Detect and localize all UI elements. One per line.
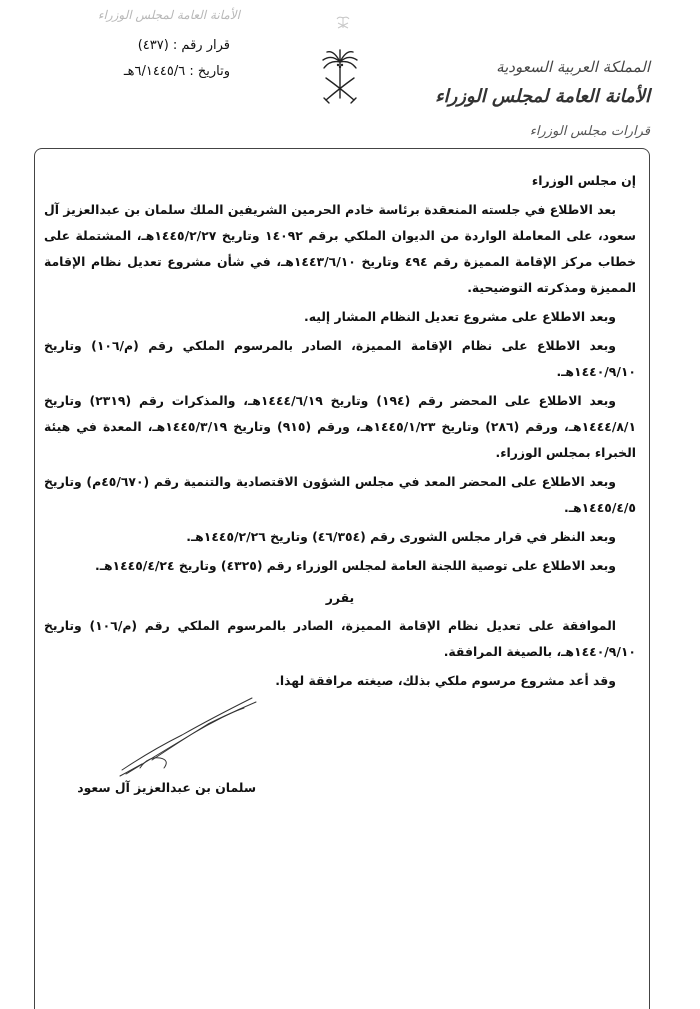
decision-number: قرار رقم : (٤٣٧) bbox=[137, 38, 230, 53]
handwritten-signature-icon bbox=[112, 690, 262, 780]
signer-name: سلمان بن عبدالعزيز آل سعود bbox=[77, 780, 256, 795]
preamble-paragraph-2: وبعد الاطلاع على مشروع تعديل النظام المشار إليه. bbox=[304, 309, 616, 324]
preamble-paragraph-5: وبعد الاطلاع على المحضر المعد في مجلس الشؤون الاقتصادية والتنمية رقم (٤٥/٦٧٠م) وتاريخ ١٤٤٥/٤/٥هـ. bbox=[44, 474, 636, 515]
preamble-paragraph-7: وبعد الاطلاع على توصية اللجنة العامة لمجلس الوزراء رقم (٤٣٢٥) وتاريخ ١٤٤٥/٤/٢٤هـ. bbox=[95, 558, 616, 573]
decision-paragraph-2: وقد أعد مشروع مرسوم ملكي بذلك، صيغته مرافقة لهذا. bbox=[275, 673, 616, 688]
decision-date: وتاريخ : ٦/١٤٤٥/٦هـ bbox=[123, 64, 230, 79]
palm-and-swords-emblem-icon bbox=[318, 48, 362, 110]
preamble-paragraph-6: وبعد النظر في قرار مجلس الشورى رقم (٤٦/٣٥٤) وتاريخ ١٤٤٥/٢/٢٦هـ. bbox=[186, 529, 616, 544]
opening-line: إن مجلس الوزراء bbox=[531, 173, 636, 188]
preamble-paragraph-1: بعد الاطلاع في جلسته المنعقدة برئاسة خادم الحرمين الشريفين الملك سلمان بن عبدالعزيز آل سعود، على المعاملة الواردة من الديوان الملكي برقم ١٤٠٩٢ وتاريخ ١٤٤٥/٢/٢٧هـ، المشتملة على خطاب مركز الإقامة المميزة رقم ٤٩٤ وتاريخ ١٤٤٣/٦/١٠هـ، في شأن مشروع تعديل نظام الإقامة المميزة ومذكرته التوضيحية. bbox=[44, 202, 636, 295]
small-emblem-icon bbox=[335, 14, 351, 30]
decision-body bbox=[44, 168, 636, 697]
preamble-paragraph-4: وبعد الاطلاع على المحضر رقم (١٩٤) وتاريخ ١٤٤٤/٦/١٩هـ، والمذكرات رقم (٢٣١٩) وتاريخ ١٤٤٤/٨/١هـ، ورقم (٢٨٦) وتاريخ ١٤٤٥/١/٢٣هـ، ورقم (٩١٥) وتاريخ ١٤٤٥/٣/١٩هـ، المعدة في هيئة الخبراء بمجلس الوزراء. bbox=[44, 393, 637, 460]
preamble-paragraph-3: وبعد الاطلاع على نظام الإقامة المميزة، الصادر بالمرسوم الملكي رقم (م/١٠٦) وتاريخ ١٤٤٠/٩/١٠هـ. bbox=[44, 338, 636, 379]
kingdom-title: المملكة العربية السعودية bbox=[496, 58, 650, 76]
faint-header-text: الأمانة العامة لمجلس الوزراء bbox=[97, 8, 240, 22]
resolves-heading: يقرر bbox=[325, 590, 355, 605]
council-decisions-title: قرارات مجلس الوزراء bbox=[529, 124, 650, 139]
decision-paragraph-1: الموافقة على تعديل نظام الإقامة المميزة، الصادر بالمرسوم الملكي رقم (م/١٠٦) وتاريخ ١٤٤٠/٩/١٠هـ، بالصيغة المرافقة. bbox=[44, 618, 636, 659]
secretariat-title: الأمانة العامة لمجلس الوزراء bbox=[435, 86, 650, 107]
